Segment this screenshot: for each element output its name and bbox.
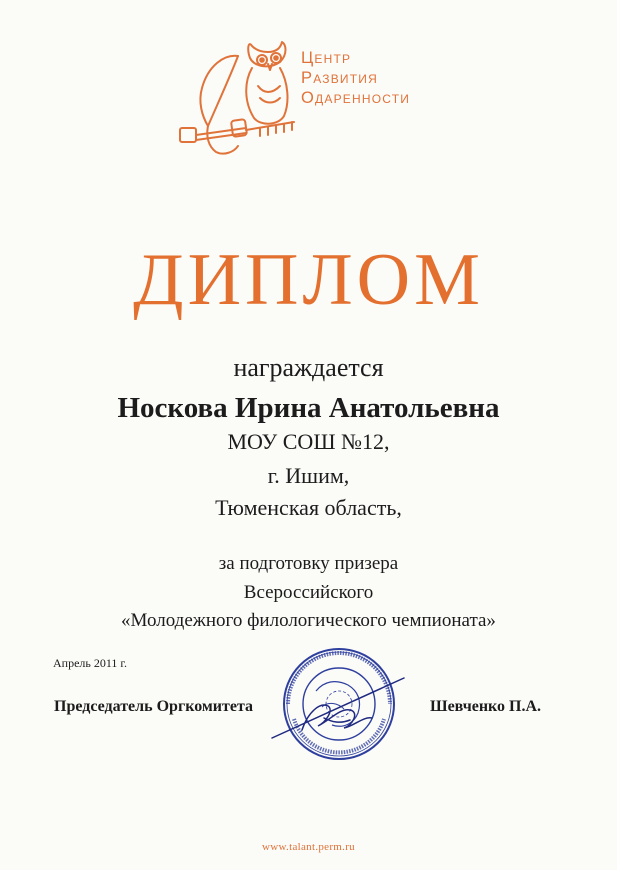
owl-key-logo-icon [168, 36, 298, 166]
city-name: г. Ишим, [267, 463, 350, 488]
region-name: Тюменская область, [215, 495, 402, 520]
logo-line-1: Центр [301, 49, 352, 67]
handwritten-signature [268, 672, 408, 742]
diploma-title: ДИПЛОМ [133, 239, 484, 321]
reason-line-1: за подготовку призера [218, 553, 399, 574]
logo-line-3: Одаренности [301, 89, 411, 107]
signee-name: Шевченко П.А. [430, 698, 542, 715]
logo-line-2: Развития [301, 69, 378, 87]
website-link[interactable]: www.talant.perm.ru [262, 841, 355, 853]
issue-date: Апрель 2011 г. [53, 656, 127, 670]
logo-text [301, 48, 410, 108]
reason-line-2: Всероссийского [243, 582, 374, 603]
recipient-name: Носкова Ирина Анатольевна [117, 392, 500, 424]
school-name: МОУ СОШ №12, [227, 429, 390, 454]
chairman-title: Председатель Оргкомитета [54, 698, 254, 715]
awarded-text: награждается [233, 353, 384, 382]
reason-line-3: «Молодежного филологического чемпионата» [121, 610, 496, 631]
